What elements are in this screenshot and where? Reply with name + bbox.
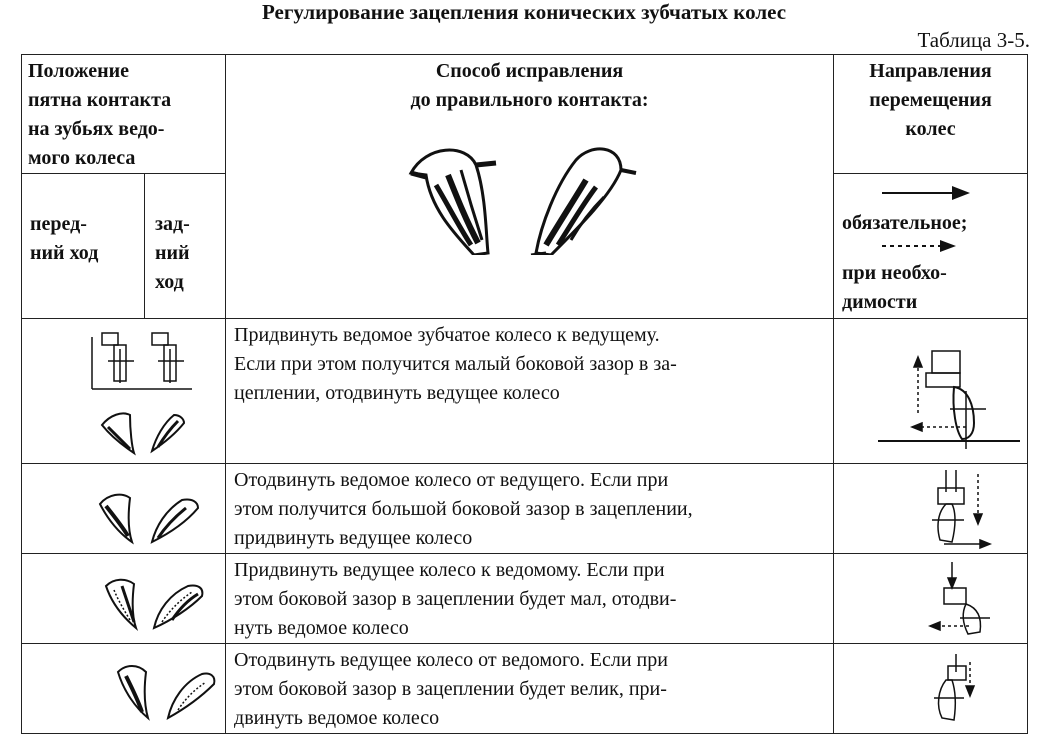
adjustment-table xyxy=(21,54,1028,734)
header-text: перед- xyxy=(30,213,87,235)
gear-movement-icon xyxy=(834,644,1026,730)
gear-teeth-illustration xyxy=(226,115,832,255)
contact-position-figure xyxy=(22,644,226,734)
gear-movement-icon xyxy=(834,554,1026,638)
correction-description xyxy=(226,319,834,464)
legend-mandatory: обязательное; xyxy=(842,212,968,234)
desc-line: этом получится большой боковой зазор в зацеплении, xyxy=(234,498,693,520)
header-text: ний ход xyxy=(30,242,99,264)
desc-line: нуть ведомое колесо xyxy=(234,617,409,639)
header-text: ний xyxy=(155,242,190,264)
gear-movement-icon xyxy=(834,464,1026,550)
table-row xyxy=(22,319,1028,464)
contact-position-figure xyxy=(22,319,226,464)
direction-legend xyxy=(834,174,1028,319)
table-row xyxy=(22,554,1028,644)
gear-contact-icon xyxy=(22,319,224,459)
header-text: колес xyxy=(905,118,956,140)
header-movement-direction xyxy=(834,55,1028,174)
desc-line: Отодвинуть ведомое колесо от ведущего. Если при xyxy=(234,469,669,491)
header-text: до правильного контакта: xyxy=(410,89,649,111)
desc-line: этом боковой зазор в зацеплении будет велик, при- xyxy=(234,678,667,700)
desc-line: Отодвинуть ведущее колесо от ведомого. Если при xyxy=(234,649,668,671)
header-text: Направления xyxy=(869,60,992,82)
movement-diagram xyxy=(834,319,1028,464)
desc-line: Придвинуть ведомое зубчатое колесо к ведущему. xyxy=(234,324,660,346)
movement-diagram xyxy=(834,644,1028,734)
dashed-arrow-icon xyxy=(842,238,1022,254)
header-text: зад- xyxy=(155,213,190,235)
desc-line: двинуть ведомое колесо xyxy=(234,707,440,729)
desc-line: цеплении, отодвинуть ведущее колесо xyxy=(234,382,560,404)
contact-position-figure xyxy=(22,464,226,554)
contact-position-figure xyxy=(22,554,226,644)
table-row xyxy=(22,464,1028,554)
gear-movement-icon xyxy=(834,319,1026,459)
legend-optional: димости xyxy=(842,291,918,313)
movement-diagram xyxy=(834,464,1028,554)
desc-line: Придвинуть ведущее колесо к ведомому. Если при xyxy=(234,559,665,581)
correction-description xyxy=(226,554,834,644)
header-contact-position xyxy=(22,55,226,174)
header-text: Положение xyxy=(28,60,130,82)
gear-contact-icon xyxy=(22,554,224,638)
gear-contact-icon xyxy=(22,464,224,550)
header-text: на зубьях ведо- xyxy=(28,118,165,140)
desc-line: придвинуть ведущее колесо xyxy=(234,527,473,549)
header-text: ход xyxy=(155,271,184,293)
legend-optional: при необхо- xyxy=(842,262,947,284)
correction-description xyxy=(226,464,834,554)
gear-contact-icon xyxy=(22,644,224,730)
header-reverse-motion xyxy=(145,174,226,319)
solid-arrow-icon xyxy=(842,182,1022,204)
header-text: перемещения xyxy=(869,89,992,111)
table-row xyxy=(22,644,1028,734)
desc-line: Если при этом получится малый боковой зазор в за- xyxy=(234,353,677,375)
header-text: мого колеса xyxy=(28,147,136,169)
header-correction-method xyxy=(226,55,834,319)
header-forward-motion xyxy=(22,174,145,319)
movement-diagram xyxy=(834,554,1028,644)
table-number: Таблица 3-5. xyxy=(917,28,1030,52)
header-text: пятна контакта xyxy=(28,89,172,111)
header-text: Способ исправления xyxy=(435,60,624,82)
desc-line: этом боковой зазор в зацеплении будет мал, отодви- xyxy=(234,588,677,610)
correction-description xyxy=(226,644,834,734)
page-title: Регулирование зацепления конических зубчатых колес xyxy=(261,0,787,24)
